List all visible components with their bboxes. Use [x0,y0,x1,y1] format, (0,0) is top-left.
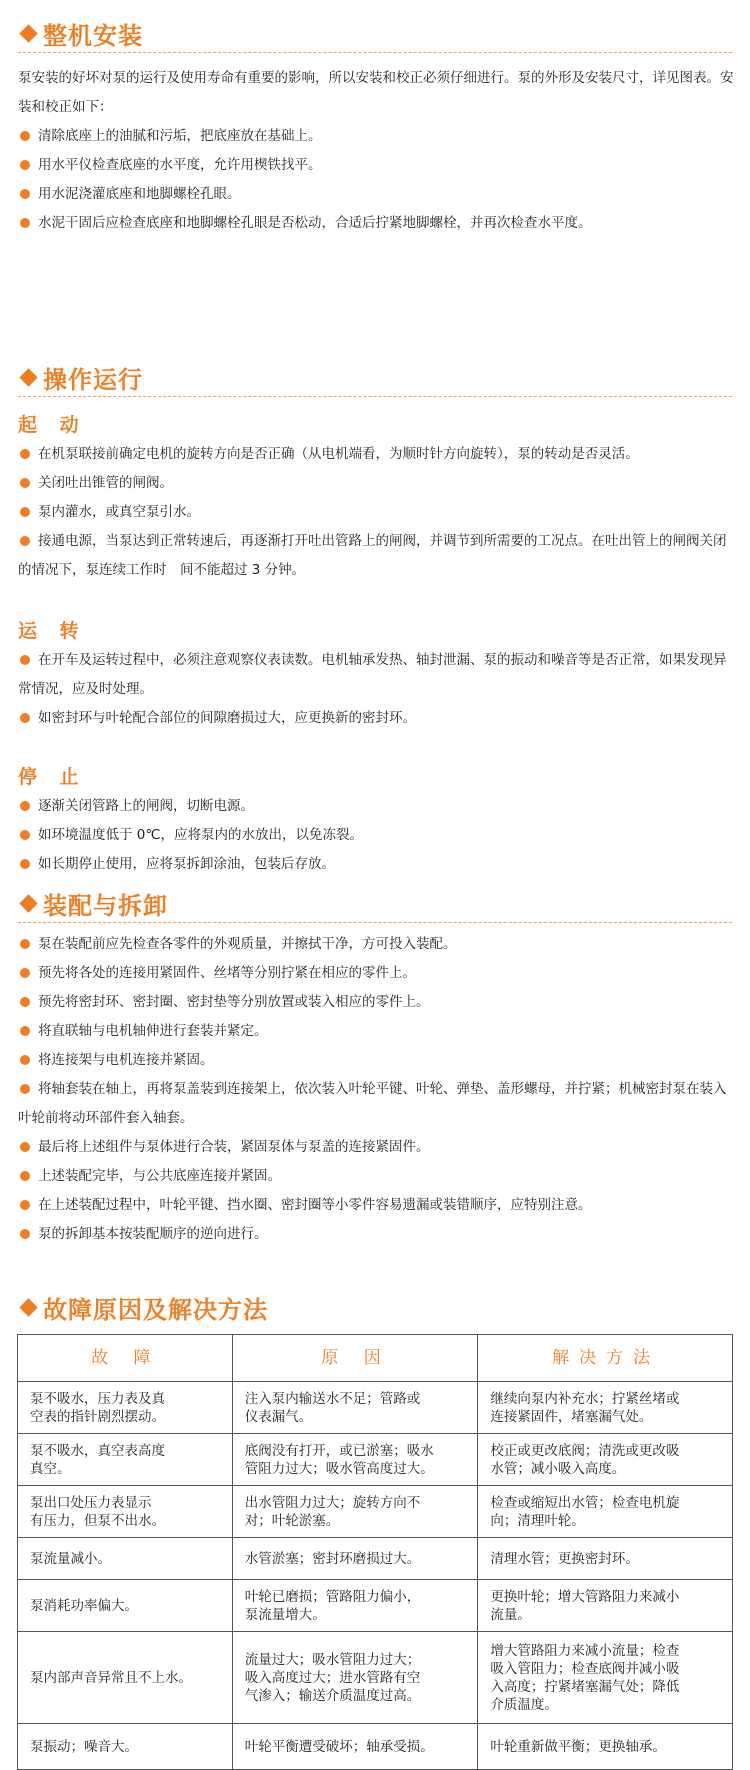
diamond-bullet-icon [19,894,37,912]
header-fault: 故 障 [18,1335,233,1382]
solution-cell: 增大管路阻力来减小流量；检查 吸入管阻力；检查底阀并减小吸 入高度；拧紧堵塞漏气处；降低 介质温度。 [478,1632,733,1724]
solution-cell: 检查或缩短出水管；检查电机旋 向；清理叶轮。 [478,1486,733,1538]
orange-dot-icon [20,218,30,228]
section-title-text: 故障原因及解决方法 [43,1295,268,1324]
table-row [18,1580,733,1632]
orange-dot-icon [20,1229,30,1239]
orange-dot-icon [20,189,30,199]
list-item [18,498,734,527]
list-item-text: 如环境温度低于 0℃，应将泵内的水放出，以免冻裂。 [38,827,364,843]
orange-dot-icon [20,830,30,840]
orange-dot-icon [20,939,30,949]
cause-cell: 流量过大；吸水管阻力过大； 吸入高度过大；进水管路有空 气渗入；输送介质温度过高。 [232,1632,478,1724]
list-item-text: 如密封环与叶轮配合部位的间隙磨损过大，应更换新的密封环。 [38,710,416,726]
list-item-text: 泵的拆卸基本按装配顺序的逆向进行。 [38,1226,268,1242]
list-item [18,122,734,151]
orange-dot-icon [20,655,30,665]
list-item-text: 将连接架与电机连接并紧固。 [38,1052,214,1068]
subsection-start-title: 起 动 [18,414,87,436]
list-item-text: 预先将密封环、密封圈、密封垫等分别放置或装入相应的零件上。 [38,994,430,1010]
orange-dot-icon [20,801,30,811]
cause-cell: 底阀没有打开，或已淤塞；吸水 管阻力过大；吸水管高度过大。 [232,1434,478,1486]
fault-cell: 泵内部声音异常且不上水。 [18,1632,233,1724]
cause-cell: 叶轮平衡遭受破坏；轴承受损。 [232,1724,478,1770]
list-item-text: 在上述装配过程中，叶轮平键、挡水圈、密封圈等小零件容易遗漏或装错顺序，应特别注意。 [38,1197,592,1213]
list-item-text: 用水泥浇灌底座和地脚螺栓孔眼。 [38,186,241,202]
section-operation-title [18,358,732,397]
orange-dot-icon [20,507,30,517]
list-item-text: 水泥干固后应检查底座和地脚螺栓孔眼是否松动，合适后拧紧地脚螺栓，并再次检查水平度。 [38,215,592,231]
solution-cell: 继续向泵内补充水；拧紧丝堵或 连接紧固件，堵塞漏气处。 [478,1382,733,1434]
list-item [18,527,734,585]
list-item [18,151,734,180]
list-item [18,1162,734,1191]
list-item [18,1191,734,1220]
fault-cell: 泵不吸水，压力表及真 空表的指针剧烈摆动。 [18,1382,233,1434]
orange-dot-icon [20,859,30,869]
list-item [18,821,734,850]
section-assembly-title [18,884,732,923]
cause-cell: 出水管阻力过大；旋转方向不 对；叶轮淤塞。 [232,1486,478,1538]
list-item [18,1133,734,1162]
list-item [18,469,734,498]
table-row [18,1632,733,1724]
orange-dot-icon [20,1084,30,1094]
cause-cell: 注入泵内输送水不足；管路或 仪表漏气。 [232,1382,478,1434]
table-row [18,1538,733,1580]
list-item-text: 逐渐关闭管路上的闸阀，切断电源。 [38,798,254,814]
fault-cell: 泵流量减小。 [18,1538,233,1580]
table-row [18,1382,733,1434]
orange-dot-icon [20,536,30,546]
cause-cell: 叶轮已磨损；管路阻力偏小， 泵流量增大。 [232,1580,478,1632]
section-faults-title [18,1288,732,1326]
orange-dot-icon [20,160,30,170]
list-item [18,930,734,959]
list-item-text: 在开车及运转过程中，必须注意观察仪表读数。电机轴承发热、轴封泄漏、泵的振动和噪音等是否正常，如果发现异常情况，应及时处理。 [18,652,727,697]
list-item-text: 用水平仪检查底座的水平度，允许用楔铁找平。 [38,157,322,173]
diamond-bullet-icon [19,24,37,42]
list-item-text: 清除底座上的油腻和污垢，把底座放在基础上。 [38,128,322,144]
table-row [18,1486,733,1538]
list-item [18,988,734,1017]
list-item [18,850,734,879]
diamond-bullet-icon [19,1298,37,1316]
list-item [18,1017,734,1046]
solution-cell: 清理水管；更换密封环。 [478,1538,733,1580]
list-item-text: 如长期停止使用，应将泵拆卸涂油，包装后存放。 [38,856,335,872]
header-cause: 原 因 [232,1335,478,1382]
list-item-text: 最后将上述组件与泵体进行合装，紧固泵体与泵盖的连接紧固件。 [38,1139,430,1155]
list-item [18,959,734,988]
list-item [18,209,734,238]
section-title-text: 整机安装 [43,21,143,50]
orange-dot-icon [20,1142,30,1152]
list-item [18,792,734,821]
orange-dot-icon [20,131,30,141]
solution-cell: 更换叶轮；增大管路阻力来减小 流量。 [478,1580,733,1632]
subsection-stop-title: 停 止 [18,766,87,788]
orange-dot-icon [20,997,30,1007]
solution-cell: 校正或更改底阀；清洗或更改吸 水管；减小吸入高度。 [478,1434,733,1486]
list-item-text: 将直联轴与电机轴伸进行套装并紧定。 [38,1023,268,1039]
orange-dot-icon [20,968,30,978]
list-item-text: 泵在装配前应先检查各零件的外观质量，并擦拭干净，方可投入装配。 [38,936,457,952]
table-row [18,1434,733,1486]
list-item [18,704,734,733]
section-title-text: 装配与拆卸 [43,891,168,920]
orange-dot-icon [20,1171,30,1181]
list-item-text: 泵内灌水，或真空泵引水。 [38,504,200,520]
table-row [18,1724,733,1770]
section-install-title [18,14,732,53]
fault-table [17,1334,733,1770]
orange-dot-icon [20,478,30,488]
fault-cell: 泵出口处压力表显示 有压力，但泵不出水。 [18,1486,233,1538]
list-item [18,180,734,209]
list-item [18,1046,734,1075]
table-header-row [18,1335,733,1382]
section-title-text: 操作运行 [43,365,143,394]
orange-dot-icon [20,1026,30,1036]
list-item-text: 上述装配完毕，与公共底座连接并紧固。 [38,1168,281,1184]
subsection-run-title: 运 转 [18,620,87,642]
orange-dot-icon [20,713,30,723]
list-item-text: 预先将各处的连接用紧固件、丝堵等分别拧紧在相应的零件上。 [38,965,416,981]
install-intro: 泵安装的好坏对泵的运行及使用寿命有重要的影响，所以安装和校正必须仔细进行。泵的外形及安装尺寸，详见图表。安装和校正如下： [18,70,734,115]
orange-dot-icon [20,1200,30,1210]
orange-dot-icon [20,1055,30,1065]
fault-cell: 泵不吸水，真空表高度 真空。 [18,1434,233,1486]
orange-dot-icon [20,449,30,459]
solution-cell: 叶轮重新做平衡；更换轴承。 [478,1724,733,1770]
list-item-text: 在机泵联接前确定电机的旋转方向是否正确（从电机端看，为顺时针方向旋转），泵的转动是否灵活。 [38,446,639,462]
list-item-text: 接通电源，当泵达到正常转速后，再逐渐打开吐出管路上的闸阀，并调节到所需要的工况点。在吐出管上的闸阀关闭的情况下，泵连续工作时 间不能超过 3 分钟。 [18,533,727,578]
list-item [18,1220,734,1249]
list-item [18,1075,734,1133]
cause-cell: 水管淤塞；密封环磨损过大。 [232,1538,478,1580]
list-item [18,646,734,704]
list-item-text: 关闭吐出锥管的闸阀。 [38,475,173,491]
header-solution: 解决方法 [478,1335,733,1382]
list-item-text: 将轴套装在轴上，再将泵盖装到连接架上，依次装入叶轮平键、叶轮、弹垫、盖形螺母，并拧紧；机械密封泵在装入叶轮前将动环部件套入轴套。 [18,1081,727,1126]
fault-cell: 泵振动；噪音大。 [18,1724,233,1770]
diamond-bullet-icon [19,368,37,386]
list-item [18,440,734,469]
fault-cell: 泵消耗功率偏大。 [18,1580,233,1632]
